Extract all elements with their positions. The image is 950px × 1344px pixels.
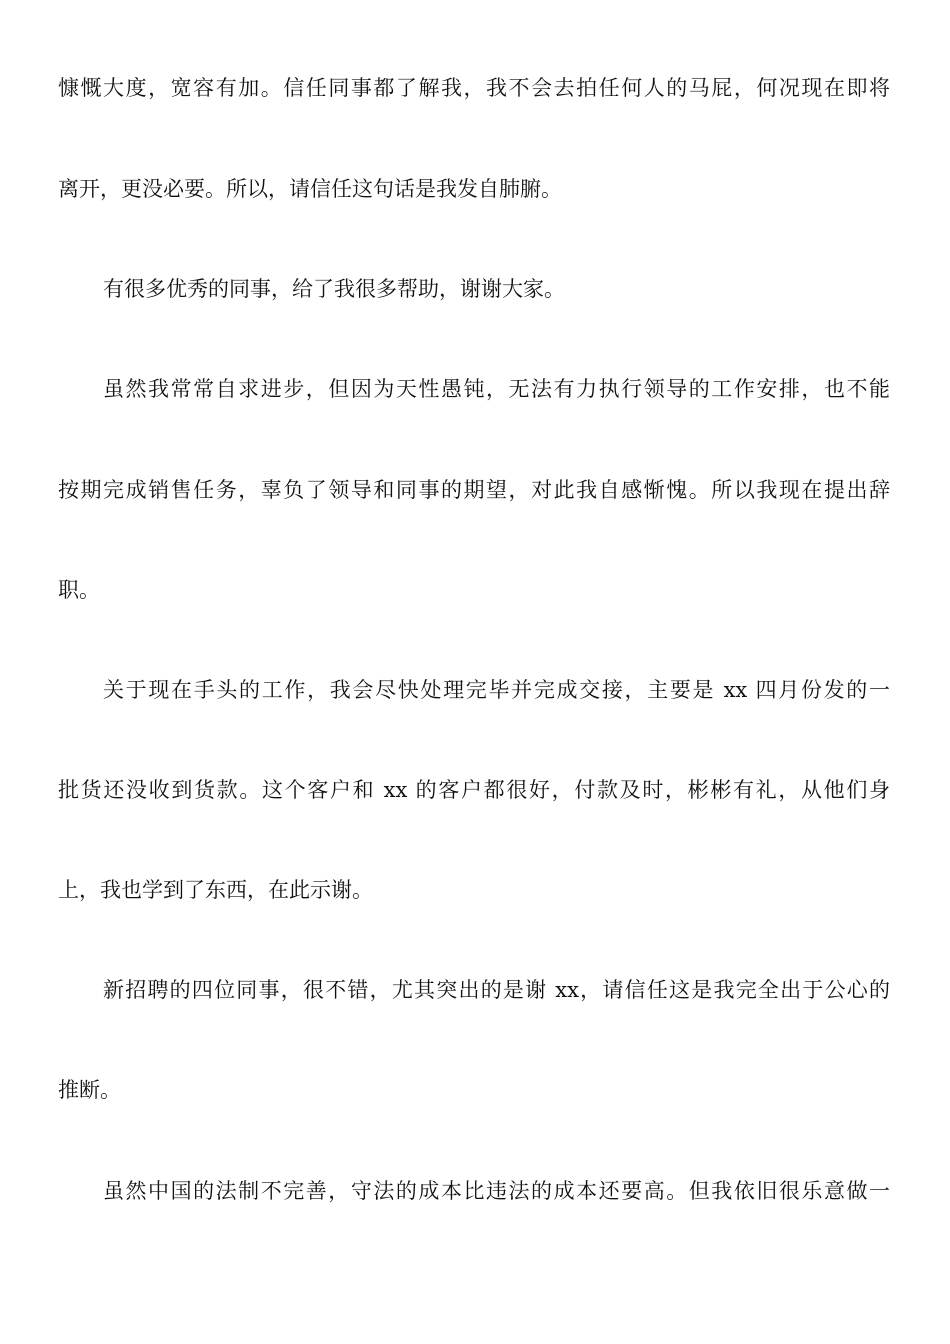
paragraph-line-3: 有很多优秀的同事，给了我很多帮助，谢谢大家。 [103, 277, 565, 301]
paragraph-line-12: 虽然中国的法制不完善，守法的成本比违法的成本还要高。但我依旧很乐意做一 [103, 1179, 890, 1203]
paragraph-line-1: 慷慨大度，宽容有加。信任同事都了解我，我不会去拍任何人的马屁，何况现在即将 [58, 76, 890, 100]
paragraph-line-11: 推断。 [58, 1078, 121, 1102]
paragraph-line-10: 新招聘的四位同事，很不错，尤其突出的是谢 xx，请信任这是我完全出于公心的 [103, 978, 890, 1002]
paragraph-line-9: 上，我也学到了东西，在此示谢。 [58, 878, 373, 902]
paragraph-line-4: 虽然我常常自求进步，但因为天性愚钝，无法有力执行领导的工作安排，也不能 [103, 377, 890, 401]
paragraph-line-2: 离开，更没必要。所以，请信任这句话是我发自肺腑。 [58, 177, 562, 201]
paragraph-line-7: 关于现在手头的工作，我会尽快处理完毕并完成交接，主要是 xx 四月份发的一 [103, 678, 890, 702]
paragraph-line-6: 职。 [58, 578, 100, 602]
paragraph-line-8: 批货还没收到货款。这个客户和 xx 的客户都很好，付款及时，彬彬有礼，从他们身 [58, 778, 890, 802]
paragraph-line-5: 按期完成销售任务，辜负了领导和同事的期望，对此我自感惭愧。所以我现在提出辞 [58, 478, 890, 502]
